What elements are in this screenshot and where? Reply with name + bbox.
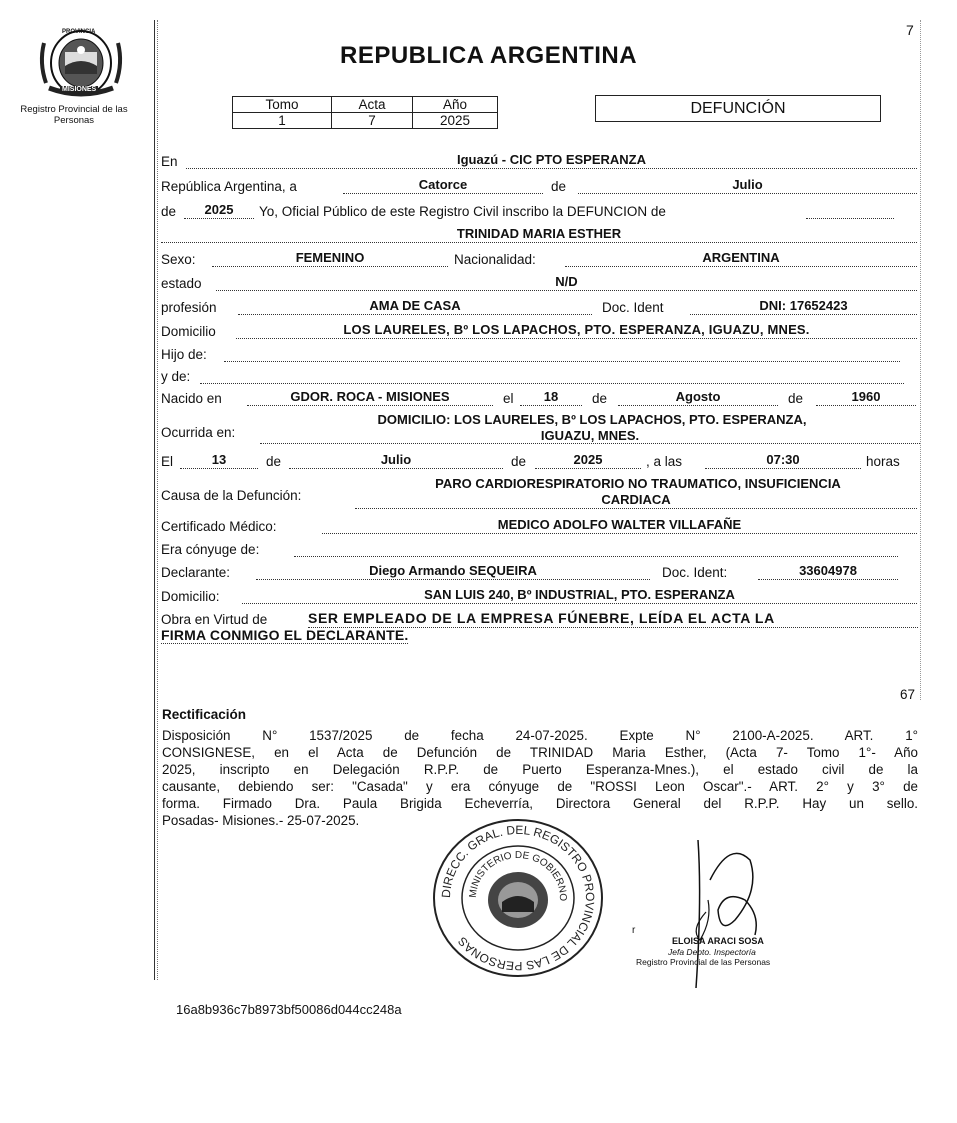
def-mes-field bbox=[289, 452, 503, 469]
value-declarante: Diego Armando SEQUEIRA bbox=[369, 563, 537, 578]
causa-field bbox=[355, 492, 917, 509]
dia-field bbox=[343, 177, 543, 194]
label-certificado: Certificado Médico: bbox=[161, 519, 277, 534]
value-ocurrida-2: IGUAZU, MNES. bbox=[540, 428, 640, 443]
label-doc-ident: Doc. Ident bbox=[602, 300, 664, 315]
label-declarante: Declarante: bbox=[161, 565, 231, 580]
label-hijo-de: Hijo de: bbox=[161, 347, 207, 362]
def-anio-field bbox=[535, 452, 641, 469]
header-acta: Acta bbox=[332, 97, 413, 113]
declarante-field bbox=[256, 563, 650, 580]
fill-line bbox=[806, 202, 894, 219]
value-dia: Catorce bbox=[418, 177, 468, 192]
stamp-outer-text: DIRECC. GRAL. DEL REGISTRO PROVINCIAL DE LAS PERSONAS bbox=[438, 822, 598, 974]
value-def-anio: 2025 bbox=[573, 452, 603, 467]
profesion-field bbox=[238, 298, 592, 315]
rect-number: 67 bbox=[900, 687, 916, 702]
nac-mes-field bbox=[618, 389, 778, 406]
value-anio: 2025 bbox=[413, 113, 498, 129]
label-horas: horas bbox=[866, 454, 900, 469]
label-el2: El bbox=[161, 454, 174, 469]
value-obra-1: SER EMPLEADO DE LA EMPRESA FÚNEBRE, LEÍDA EL ACTA LA bbox=[308, 610, 918, 628]
stamp-inner-text: MINISTERIO DE GOBIERNO bbox=[467, 849, 569, 902]
nacido-field bbox=[247, 389, 493, 406]
rect-line: Disposición N° 1537/2025 de fecha 24-07-2025. Expte N° 2100-A-2025. ART. 1° bbox=[162, 728, 918, 743]
official-stamp-icon bbox=[428, 818, 608, 978]
label-estado: estado bbox=[161, 276, 202, 291]
page-number: 7 bbox=[906, 22, 914, 38]
value-def-hora: 07:30 bbox=[766, 452, 800, 467]
value-nac-mes: Agosto bbox=[675, 389, 721, 404]
signature-name: ELOISA ARACI SOSA bbox=[672, 936, 764, 946]
header-tomo: Tomo bbox=[233, 97, 332, 113]
left-border-line bbox=[154, 20, 155, 980]
seal-top-text: PROVINCIA bbox=[62, 29, 96, 35]
record-type-box: DEFUNCIÓN bbox=[595, 95, 881, 122]
label-en: En bbox=[161, 154, 178, 169]
value-sexo: FEMENINO bbox=[295, 250, 365, 265]
label-conyuge: Era cónyuge de: bbox=[161, 542, 260, 557]
label-obra: Obra en Virtud de bbox=[161, 612, 268, 627]
value-lugar: Iguazú - CIC PTO ESPERANZA bbox=[457, 152, 646, 167]
label-de3: de bbox=[592, 391, 608, 406]
label-nacido-en: Nacido en bbox=[161, 391, 222, 406]
value-domicilio: LOS LAURELES, Bº LOS LAPACHOS, PTO. ESPERANZA, IGUAZU, MNES. bbox=[343, 322, 810, 337]
label-de1: de bbox=[551, 179, 567, 194]
nac-dia-field bbox=[520, 389, 582, 406]
value-declarante-doc: 33604978 bbox=[799, 563, 857, 578]
label-de5: de bbox=[266, 454, 282, 469]
value-causa-1: PARO CARDIORESPIRATORIO NO TRAUMATICO, INSUFICIENCIA bbox=[435, 476, 841, 491]
declarante-doc-field bbox=[758, 563, 898, 580]
sexo-field bbox=[212, 250, 448, 267]
label-doc-ident2: Doc. Ident: bbox=[662, 565, 728, 580]
label-a-las: , a las bbox=[646, 454, 683, 469]
value-def-dia: 13 bbox=[211, 452, 227, 467]
value-causa-2: CARDIACA bbox=[601, 492, 671, 507]
rect-line: Posadas- Misiones.- 25-07-2025. bbox=[162, 813, 360, 828]
rect-line: 2025, inscripto en Delegación R.P.P. de Puerto Esperanza-Mnes.), el estado civil de la bbox=[162, 762, 918, 777]
declarante-dom-field bbox=[242, 587, 917, 604]
label-de4: de bbox=[788, 391, 804, 406]
anio-field bbox=[184, 202, 254, 219]
def-hora-field bbox=[705, 452, 861, 469]
label-ocurrida-en: Ocurrida en: bbox=[161, 425, 236, 440]
signature-role2: Registro Provincial de las Personas bbox=[636, 957, 771, 967]
label-domicilio: Domicilio bbox=[161, 324, 216, 339]
left-border-dotted bbox=[157, 20, 158, 980]
value-nac-anio: 1960 bbox=[851, 389, 881, 404]
lugar-field bbox=[186, 152, 917, 169]
value-nac-dia: 18 bbox=[543, 389, 559, 404]
document-hash: 16a8b936c7b8973bf50086d044cc248a bbox=[176, 1002, 402, 1017]
label-de6: de bbox=[511, 454, 527, 469]
fill-line bbox=[224, 345, 900, 362]
rect-line: CONSIGNESE, en el Acta de Defunción de TRINIDAD Maria Esther, (Acta 7- Tomo 1°- Año bbox=[162, 745, 918, 760]
value-def-mes: Julio bbox=[380, 452, 412, 467]
value-certificado: MEDICO ADOLFO WALTER VILLAFAÑE bbox=[497, 517, 742, 532]
mes-field bbox=[578, 177, 917, 194]
label-de2: de bbox=[161, 204, 177, 219]
value-declarante-dom: SAN LUIS 240, Bº INDUSTRIAL, PTO. ESPERANZA bbox=[424, 587, 735, 602]
value-nacido-en: GDOR. ROCA - MISIONES bbox=[290, 389, 450, 404]
rect-body bbox=[162, 727, 918, 829]
value-nacionalidad: ARGENTINA bbox=[702, 250, 780, 265]
header-anio: Año bbox=[413, 97, 498, 113]
label-yo-oficial: Yo, Oficial Público de este Registro Civil inscribo la DEFUNCION de bbox=[259, 204, 666, 219]
label-causa: Causa de la Defunción: bbox=[161, 488, 302, 503]
nacionalidad-field bbox=[565, 250, 917, 267]
record-table bbox=[232, 96, 498, 129]
value-anio-text: 2025 bbox=[204, 202, 234, 217]
ocurrida-field bbox=[260, 428, 920, 444]
page-title: REPUBLICA ARGENTINA bbox=[340, 42, 638, 69]
signature-role1: Jefa Depto. Inspectoría bbox=[668, 947, 756, 957]
value-nombre: TRINIDAD MARIA ESTHER bbox=[456, 226, 622, 241]
estado-field bbox=[216, 274, 917, 291]
rect-line: forma. Firmado Dra. Paula Brigida Echeverría, Directora General del R.P.P. Hay un sello. bbox=[162, 796, 918, 811]
fill-line bbox=[200, 367, 904, 384]
seal-bottom-text: MISIONES bbox=[62, 86, 97, 93]
signature-mark: r bbox=[632, 925, 636, 936]
signature-icon bbox=[660, 840, 780, 990]
fill-line bbox=[294, 540, 898, 557]
label-el: el bbox=[503, 391, 514, 406]
nombre-field bbox=[161, 226, 917, 243]
label-republica: República Argentina, a bbox=[161, 179, 297, 194]
registry-caption: Registro Provincial de las Personas bbox=[20, 104, 128, 126]
value-doc: DNI: 17652423 bbox=[759, 298, 848, 313]
right-border-dotted bbox=[920, 20, 921, 700]
label-profesion: profesión bbox=[161, 300, 217, 315]
doc-field bbox=[690, 298, 917, 315]
certificado-field bbox=[322, 517, 917, 534]
rect-title: Rectificación bbox=[162, 707, 247, 722]
value-estado: N/D bbox=[555, 274, 578, 289]
value-mes: Julio bbox=[732, 177, 763, 192]
value-obra-2: FIRMA CONMIGO EL DECLARANTE. bbox=[161, 627, 409, 643]
label-y-de: y de: bbox=[161, 369, 191, 384]
value-ocurrida-1: DOMICILIO: LOS LAURELES, Bº LOS LAPACHOS, PTO. ESPERANZA, bbox=[377, 412, 807, 427]
value-tomo: 1 bbox=[233, 113, 332, 129]
rect-line: causante, debiendo ser: "Casada" y era cónyuge de "ROSSI Leon Oscar".- ART. 2° y 3° de bbox=[162, 779, 918, 794]
nac-anio-field bbox=[816, 389, 916, 406]
label-domicilio2: Domicilio: bbox=[161, 589, 220, 604]
value-acta: 7 bbox=[332, 113, 413, 129]
value-profesion: AMA DE CASA bbox=[369, 298, 461, 313]
def-dia-field bbox=[180, 452, 258, 469]
label-sexo: Sexo: bbox=[161, 252, 196, 267]
domicilio-field bbox=[236, 322, 917, 339]
label-nacionalidad: Nacionalidad: bbox=[454, 252, 536, 267]
misiones-seal-icon bbox=[34, 28, 128, 98]
